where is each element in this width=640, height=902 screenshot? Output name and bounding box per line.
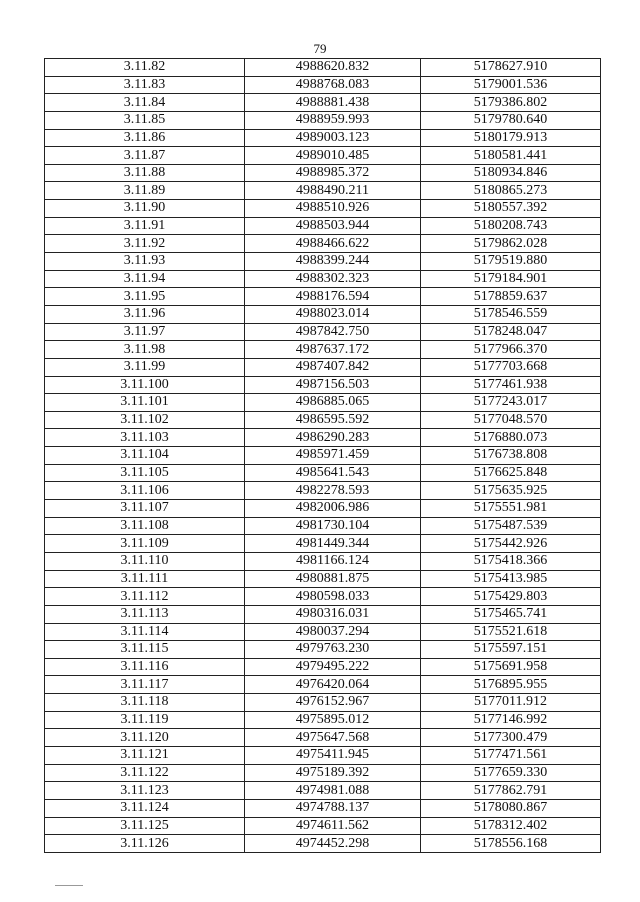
table-row (45, 552, 601, 570)
x-coordinate-cell: 4974452.298 (245, 835, 421, 853)
point-id-cell: 3.11.117 (45, 676, 245, 694)
x-coordinate-cell: 4981449.344 (245, 535, 421, 553)
table-row (45, 147, 601, 165)
table-row (45, 517, 601, 535)
x-coordinate-cell: 4976152.967 (245, 694, 421, 712)
y-coordinate-cell: 5175418.366 (421, 552, 601, 570)
table-row (45, 341, 601, 359)
point-id-cell: 3.11.123 (45, 782, 245, 800)
page-number: 79 (313, 41, 327, 56)
point-id-cell: 3.11.99 (45, 358, 245, 376)
point-id-cell: 3.11.97 (45, 323, 245, 341)
y-coordinate-cell: 5178546.559 (421, 305, 601, 323)
x-coordinate-cell: 4975895.012 (245, 711, 421, 729)
x-coordinate-cell: 4988985.372 (245, 164, 421, 182)
point-id-cell: 3.11.100 (45, 376, 245, 394)
y-coordinate-cell: 5176880.073 (421, 429, 601, 447)
table-row (45, 623, 601, 641)
x-coordinate-cell: 4985971.459 (245, 447, 421, 465)
y-coordinate-cell: 5177048.570 (421, 411, 601, 429)
y-coordinate-cell: 5175597.151 (421, 641, 601, 659)
x-coordinate-cell: 4987156.503 (245, 376, 421, 394)
x-coordinate-cell: 4988620.832 (245, 59, 421, 77)
point-id-cell: 3.11.87 (45, 147, 245, 165)
x-coordinate-cell: 4980037.294 (245, 623, 421, 641)
x-coordinate-cell: 4988768.083 (245, 76, 421, 94)
x-coordinate-cell: 4986290.283 (245, 429, 421, 447)
x-coordinate-cell: 4975411.945 (245, 746, 421, 764)
x-coordinate-cell: 4980316.031 (245, 605, 421, 623)
y-coordinate-cell: 5177703.668 (421, 358, 601, 376)
y-coordinate-cell: 5175465.741 (421, 605, 601, 623)
table-row (45, 658, 601, 676)
table-row (45, 817, 601, 835)
point-id-cell: 3.11.104 (45, 447, 245, 465)
point-id-cell: 3.11.83 (45, 76, 245, 94)
y-coordinate-cell: 5177300.479 (421, 729, 601, 747)
table-row (45, 835, 601, 853)
x-coordinate-cell: 4988490.211 (245, 182, 421, 200)
x-coordinate-cell: 4980881.875 (245, 570, 421, 588)
table-row (45, 76, 601, 94)
table-row (45, 429, 601, 447)
table-row (45, 588, 601, 606)
table-row (45, 182, 601, 200)
table-row (45, 764, 601, 782)
x-coordinate-cell: 4988023.014 (245, 305, 421, 323)
y-coordinate-cell: 5180865.273 (421, 182, 601, 200)
y-coordinate-cell: 5176625.848 (421, 464, 601, 482)
table-row (45, 729, 601, 747)
x-coordinate-cell: 4988466.622 (245, 235, 421, 253)
x-coordinate-cell: 4980598.033 (245, 588, 421, 606)
y-coordinate-cell: 5177862.791 (421, 782, 601, 800)
scan-mark (55, 885, 83, 886)
table-row (45, 59, 601, 77)
point-id-cell: 3.11.107 (45, 500, 245, 518)
point-id-cell: 3.11.108 (45, 517, 245, 535)
point-id-cell: 3.11.82 (45, 59, 245, 77)
table-row (45, 411, 601, 429)
x-coordinate-cell: 4974611.562 (245, 817, 421, 835)
point-id-cell: 3.11.96 (45, 305, 245, 323)
x-coordinate-cell: 4988510.926 (245, 200, 421, 218)
y-coordinate-cell: 5175521.618 (421, 623, 601, 641)
y-coordinate-cell: 5175691.958 (421, 658, 601, 676)
y-coordinate-cell: 5177471.561 (421, 746, 601, 764)
coordinates-table (44, 58, 601, 853)
point-id-cell: 3.11.116 (45, 658, 245, 676)
table-row (45, 164, 601, 182)
table-row (45, 641, 601, 659)
x-coordinate-cell: 4982278.593 (245, 482, 421, 500)
table-row (45, 694, 601, 712)
y-coordinate-cell: 5177461.938 (421, 376, 601, 394)
y-coordinate-cell: 5179001.536 (421, 76, 601, 94)
point-id-cell: 3.11.113 (45, 605, 245, 623)
y-coordinate-cell: 5180934.846 (421, 164, 601, 182)
table-row (45, 235, 601, 253)
y-coordinate-cell: 5175635.925 (421, 482, 601, 500)
point-id-cell: 3.11.121 (45, 746, 245, 764)
y-coordinate-cell: 5178080.867 (421, 799, 601, 817)
point-id-cell: 3.11.84 (45, 94, 245, 112)
point-id-cell: 3.11.86 (45, 129, 245, 147)
x-coordinate-cell: 4982006.986 (245, 500, 421, 518)
point-id-cell: 3.11.114 (45, 623, 245, 641)
table-row (45, 376, 601, 394)
y-coordinate-cell: 5175413.985 (421, 570, 601, 588)
x-coordinate-cell: 4979763.230 (245, 641, 421, 659)
x-coordinate-cell: 4988959.993 (245, 111, 421, 129)
x-coordinate-cell: 4986885.065 (245, 394, 421, 412)
y-coordinate-cell: 5175429.803 (421, 588, 601, 606)
x-coordinate-cell: 4979495.222 (245, 658, 421, 676)
table-row (45, 535, 601, 553)
x-coordinate-cell: 4989003.123 (245, 129, 421, 147)
table-row (45, 799, 601, 817)
point-id-cell: 3.11.106 (45, 482, 245, 500)
table-row (45, 464, 601, 482)
y-coordinate-cell: 5179184.901 (421, 270, 601, 288)
point-id-cell: 3.11.94 (45, 270, 245, 288)
x-coordinate-cell: 4976420.064 (245, 676, 421, 694)
y-coordinate-cell: 5180581.441 (421, 147, 601, 165)
x-coordinate-cell: 4974981.088 (245, 782, 421, 800)
x-coordinate-cell: 4988399.244 (245, 253, 421, 271)
x-coordinate-cell: 4987407.842 (245, 358, 421, 376)
point-id-cell: 3.11.125 (45, 817, 245, 835)
table-row (45, 358, 601, 376)
y-coordinate-cell: 5180179.913 (421, 129, 601, 147)
y-coordinate-cell: 5177146.992 (421, 711, 601, 729)
x-coordinate-cell: 4981730.104 (245, 517, 421, 535)
y-coordinate-cell: 5178859.637 (421, 288, 601, 306)
point-id-cell: 3.11.95 (45, 288, 245, 306)
point-id-cell: 3.11.111 (45, 570, 245, 588)
y-coordinate-cell: 5178556.168 (421, 835, 601, 853)
y-coordinate-cell: 5175487.539 (421, 517, 601, 535)
table-row (45, 323, 601, 341)
table-row (45, 111, 601, 129)
point-id-cell: 3.11.119 (45, 711, 245, 729)
table-row (45, 305, 601, 323)
y-coordinate-cell: 5179519.880 (421, 253, 601, 271)
y-coordinate-cell: 5175442.926 (421, 535, 601, 553)
point-id-cell: 3.11.102 (45, 411, 245, 429)
x-coordinate-cell: 4989010.485 (245, 147, 421, 165)
y-coordinate-cell: 5177966.370 (421, 341, 601, 359)
x-coordinate-cell: 4987842.750 (245, 323, 421, 341)
point-id-cell: 3.11.118 (45, 694, 245, 712)
coordinates-table-body (45, 59, 601, 853)
table-row (45, 447, 601, 465)
table-row (45, 676, 601, 694)
point-id-cell: 3.11.120 (45, 729, 245, 747)
point-id-cell: 3.11.93 (45, 253, 245, 271)
y-coordinate-cell: 5178312.402 (421, 817, 601, 835)
table-row (45, 500, 601, 518)
x-coordinate-cell: 4985641.543 (245, 464, 421, 482)
y-coordinate-cell: 5180557.392 (421, 200, 601, 218)
point-id-cell: 3.11.88 (45, 164, 245, 182)
table-row (45, 253, 601, 271)
y-coordinate-cell: 5178627.910 (421, 59, 601, 77)
table-row (45, 482, 601, 500)
y-coordinate-cell: 5179386.802 (421, 94, 601, 112)
point-id-cell: 3.11.103 (45, 429, 245, 447)
table-row (45, 94, 601, 112)
y-coordinate-cell: 5177011.912 (421, 694, 601, 712)
point-id-cell: 3.11.126 (45, 835, 245, 853)
table-row (45, 711, 601, 729)
y-coordinate-cell: 5177243.017 (421, 394, 601, 412)
point-id-cell: 3.11.85 (45, 111, 245, 129)
x-coordinate-cell: 4987637.172 (245, 341, 421, 359)
table-row (45, 746, 601, 764)
point-id-cell: 3.11.89 (45, 182, 245, 200)
table-row (45, 782, 601, 800)
x-coordinate-cell: 4988302.323 (245, 270, 421, 288)
x-coordinate-cell: 4988176.594 (245, 288, 421, 306)
x-coordinate-cell: 4974788.137 (245, 799, 421, 817)
y-coordinate-cell: 5177659.330 (421, 764, 601, 782)
y-coordinate-cell: 5175551.981 (421, 500, 601, 518)
x-coordinate-cell: 4975189.392 (245, 764, 421, 782)
point-id-cell: 3.11.109 (45, 535, 245, 553)
x-coordinate-cell: 4988503.944 (245, 217, 421, 235)
table-row (45, 394, 601, 412)
point-id-cell: 3.11.124 (45, 799, 245, 817)
y-coordinate-cell: 5179780.640 (421, 111, 601, 129)
point-id-cell: 3.11.105 (45, 464, 245, 482)
table-row (45, 200, 601, 218)
table-row (45, 129, 601, 147)
y-coordinate-cell: 5179862.028 (421, 235, 601, 253)
point-id-cell: 3.11.101 (45, 394, 245, 412)
table-row (45, 217, 601, 235)
point-id-cell: 3.11.98 (45, 341, 245, 359)
x-coordinate-cell: 4981166.124 (245, 552, 421, 570)
y-coordinate-cell: 5180208.743 (421, 217, 601, 235)
table-row (45, 570, 601, 588)
point-id-cell: 3.11.110 (45, 552, 245, 570)
table-row (45, 605, 601, 623)
y-coordinate-cell: 5176895.955 (421, 676, 601, 694)
point-id-cell: 3.11.122 (45, 764, 245, 782)
x-coordinate-cell: 4986595.592 (245, 411, 421, 429)
point-id-cell: 3.11.91 (45, 217, 245, 235)
point-id-cell: 3.11.115 (45, 641, 245, 659)
point-id-cell: 3.11.92 (45, 235, 245, 253)
point-id-cell: 3.11.90 (45, 200, 245, 218)
table-row (45, 270, 601, 288)
y-coordinate-cell: 5178248.047 (421, 323, 601, 341)
x-coordinate-cell: 4975647.568 (245, 729, 421, 747)
x-coordinate-cell: 4988881.438 (245, 94, 421, 112)
y-coordinate-cell: 5176738.808 (421, 447, 601, 465)
table-row (45, 288, 601, 306)
point-id-cell: 3.11.112 (45, 588, 245, 606)
